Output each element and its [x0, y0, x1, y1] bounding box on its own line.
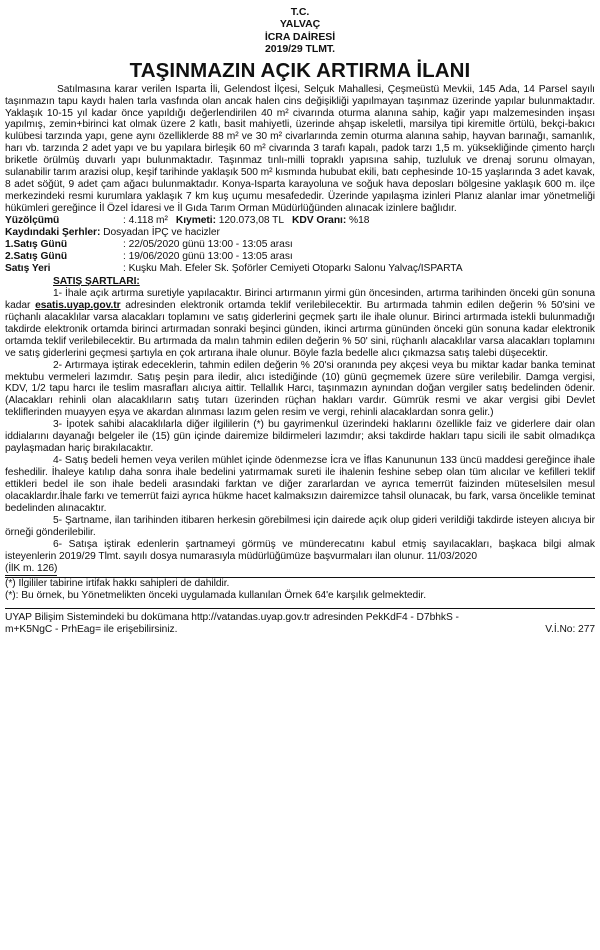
announcement-title: TAŞINMAZIN AÇIK ARTIRMA İLANI	[129, 58, 471, 82]
footnote-2: (*): Bu örnek, bu Yönetmelikten önceki uygulamada kullanılan Örnek 64'e karşılık gelmektedir.	[5, 589, 427, 601]
area-value: : 4.118 m²	[123, 215, 168, 227]
esatis-link[interactable]: esatis.uyap.gov.tr	[35, 299, 121, 311]
conditions-title: SATIŞ ŞARTLARI:	[53, 275, 140, 287]
condition-3: 3- İpotek sahibi alacaklılarla diğer ilgililerin (*) bu gayrimenkul üzerindeki haklarını özellikle faiz ve giderlere dair olan iddialarını dayanağı belgeler ile (15) gün içinde dairemize bildirmeleri lazımdır; aksi takdirde hakları tapu sicili ile sabit olmadıkça paylaşmadan hariç bırakılacaktır.	[5, 419, 595, 455]
footnotes	[5, 577, 595, 602]
sale2-value: : 19/06/2020 günü 13:00 - 13:05 arası	[123, 250, 293, 262]
encumbrance-label: Kaydındaki Şerhler:	[5, 227, 101, 239]
conditions-list	[5, 288, 595, 563]
law-reference	[5, 563, 595, 576]
uyap-line-1: UYAP Bilişim Sistemindeki bu dokümana http://vatandas.uyap.gov.tr adresinden PekKdF4 - D7bhkS -	[5, 611, 459, 623]
sale2-label: 2.Satış Günü	[5, 250, 68, 262]
uyap-line-2: m+K5NgC - PrhEag= ile erişebilirsiniz.	[5, 623, 178, 635]
condition-4: 4- Satış bedeli hemen veya verilen mühlet içinde ödenmezse İcra ve İflas Kanununun 133 üncü maddesi gereğince ihale feshedilir. İhaleye katılıp daha sonra ihale bedelini yatırmamak sureti ile ihalenin feshine sebep olan tüm alıcılar ve kefilleri teklif ettikleri bedel ile son ihale bedeli arasındaki farktan ve diğer zararlardan ve ayrıca temerrüt faizinden müteselsilen mesul olacaklardır.İhale farkı ve temerrüt faizi ayrıca hükme hacet kalmaksızın dairemizce tahsil olunacak, bu fark, varsa öncelikle teminat bedelinden alınacaktır.	[5, 455, 595, 514]
uyap-footer	[5, 608, 595, 636]
header-country: T.C.	[290, 6, 310, 18]
place-label: Satış Yeri	[5, 262, 51, 274]
info-block	[5, 215, 595, 275]
condition-1-text-b: adresinden elektronik ortamda teklif verilebilecektir. Bu artırmada tahmin edilen değerin % 50'sini ve rüçhanlı alacaklılar varsa alacakları toplamını ve satış giderlerini geçmek şartı ile ihale olunur. Birinci artırmada istekli bulunmadığı takdirde elektronik ortamda birinci artırmadan sonraki beşinci günden, ikinci artırma gününden önceki gün sonuna kadar elektronik ortamda teklif verilebilecektir. Bu artırmada da malın tahmin edilen değerin % 50' sini, rüçhanlı alacaklılar varsa alacakları toplamını ve satış giderlerini geçmesi şartıyla en çok artırana ihale olunur. Böyle fazla bedelle alıcı çıkmazsa satış talebi düşecektir.	[5, 299, 595, 359]
info-row-place	[5, 263, 595, 275]
sale1-label: 1.Satış Günü	[5, 239, 68, 251]
info-row-area	[5, 215, 595, 227]
condition-6: 6- Satışa iştirak edenlerin şartnameyi görmüş ve münderecatını kabul etmiş sayılacakları, başkaca bilgi almak isteyenlerin 2019/29 Tlmt. sayılı dosya numarasıyla müdürlüğümüze başvurmaları ilan olunur. 11/03/2020	[5, 538, 595, 562]
condition-2: 2- Artırmaya iştirak edeceklerin, tahmin edilen değerin % 20'si oranında pey akçesi veya bu miktar kadar banka teminat mektubu vermeleri lazımdır. Satış peşin para iledir, alıcı istediğinde (10) günü geçmemek üzere süre verilebilir. Damga vergisi, KDV, 1/2 tapu harcı ile teslim masrafları alıcıya aittir. Tellallık Harcı, taşınmazın aynından doğan vergiler satış bedelinden ödenir. (Alacakları rehinli olan alacaklıların satış tutarı üzerinden rüçhan hakları vardır. Gümrük resmi ve akar vergisi gibi Devlet tekliflerinden muayyen eşya ve akardan alınması lazım gelen resim ve vergi, rehinli alacaklardan sonra gelir.)	[5, 359, 595, 419]
condition-5: 5- Şartname, ilan tarihinden itibaren herkesin görebilmesi için dairede açık olup gideri verildiği takdirde isteyen alıcıya bir örneği gönderilebilir.	[5, 514, 595, 538]
kdv-value: %18	[349, 215, 370, 227]
info-row-sale2	[5, 251, 595, 263]
header	[5, 6, 595, 56]
encumbrance-value: Dosyadan İPÇ ve hacizler	[103, 227, 220, 239]
law-reference-text: (İlK m. 126)	[5, 562, 58, 574]
area-label: Yüzölçümü	[5, 215, 60, 227]
header-office: İCRA DAİRESİ	[264, 30, 336, 43]
place-value: : Kuşku Mah. Efeler Sk. Şoförler Cemiyeti Otoparkı Salonu Yalvaç/ISPARTA	[123, 262, 463, 274]
uyap-code: V.İ.No: 277	[545, 623, 595, 635]
header-file-number: 2019/29 TLMT.	[265, 43, 335, 56]
sale1-value: : 22/05/2020 günü 13:00 - 13:05 arası	[123, 239, 293, 251]
footnote-1: (*) İlgililer tabirine irtifak hakkı sahipleri de dahildir.	[5, 577, 230, 589]
info-row-sale1	[5, 239, 595, 251]
value-value: 120.073,08 TL	[218, 215, 285, 227]
condition-1-text-a: 1- İhale açık artırma suretiyle yapılacaktır. Birinci artırmanın yirmi gün öncesinden, artırma tarihinden önceki gün sonuna kadar	[5, 287, 595, 311]
property-description: Satılmasına karar verilen Isparta İli, Gelendost İlçesi, Selçuk Mahallesi, Çeşmeüstü Mevkii, 145 Ada, 14 Parsel sayılı taşınmazın tapu kaydı halen tarla vasfında olan ancak halen cins değişikliği yapılmayan taşınmaz üzerinde yapılar bulunmaktadır. Yaklaşık 10-15 yıl kadar önce yapıldığı değerlendirilen 40 m² civarında oturma alanına sahip, kağir yapı malzemesinden inşası yapılmış, zemin+birinci kat olmak üzere 2 katlı, basit mahiyetli, üzerinde ahşap iskeletli, marsilya tipi kiremitle örtülü, bekçi-bakıcı kulübesi tarzında yapı, gene aynı özelliklerde 88 m² ve 30 m² civarlarında zemin oturma alanına sahip, hayvan barınağı, samanlık, harı vb. tarzında 2 adet yapı ve bu yapılara birleşik 60 m² civarında 3 tarafı kapalı, padok tarzı 1,5 m. yüksekliğinde çimento harçlı briketle örülmüş duvarlı yapı bulunmaktadır. Taşınmaz tınlı-milli topraklı yapısına sahip, tuzluluk ve drenaj sorunu olmayan, sulanabilir tarım arazisi olup, keşif tarihinde yaklaşık 500 m² kısmında hububat ekili, batı cephesinde 10-15 yaşlarında 3 adet kavak, 8 adet söğüt, 9 adet çam ağacı bulunmaktadır. Konya-Isparta karayoluna ve soğuk hava deposları bölgesine yaklaşık 600 m. ilçe merkezindeki resmi kurumlara yaklaşık 7 km kuş uçumu mesafededir. Üzerinde yapılaşma izinleri Planız alanlar imar yönetmeliği hükümleri gereğince İl Özel İdaresi ve İl Gıda Tarım Orman Müdürlüğünden alınacak izinlere bağlıdır.	[5, 83, 595, 215]
kdv-label: KDV Oranı:	[292, 215, 347, 227]
value-label: Kıymeti:	[175, 215, 216, 227]
info-row-encumbrance	[5, 227, 595, 239]
header-town: YALVAÇ	[279, 18, 321, 31]
condition-1	[5, 288, 595, 360]
